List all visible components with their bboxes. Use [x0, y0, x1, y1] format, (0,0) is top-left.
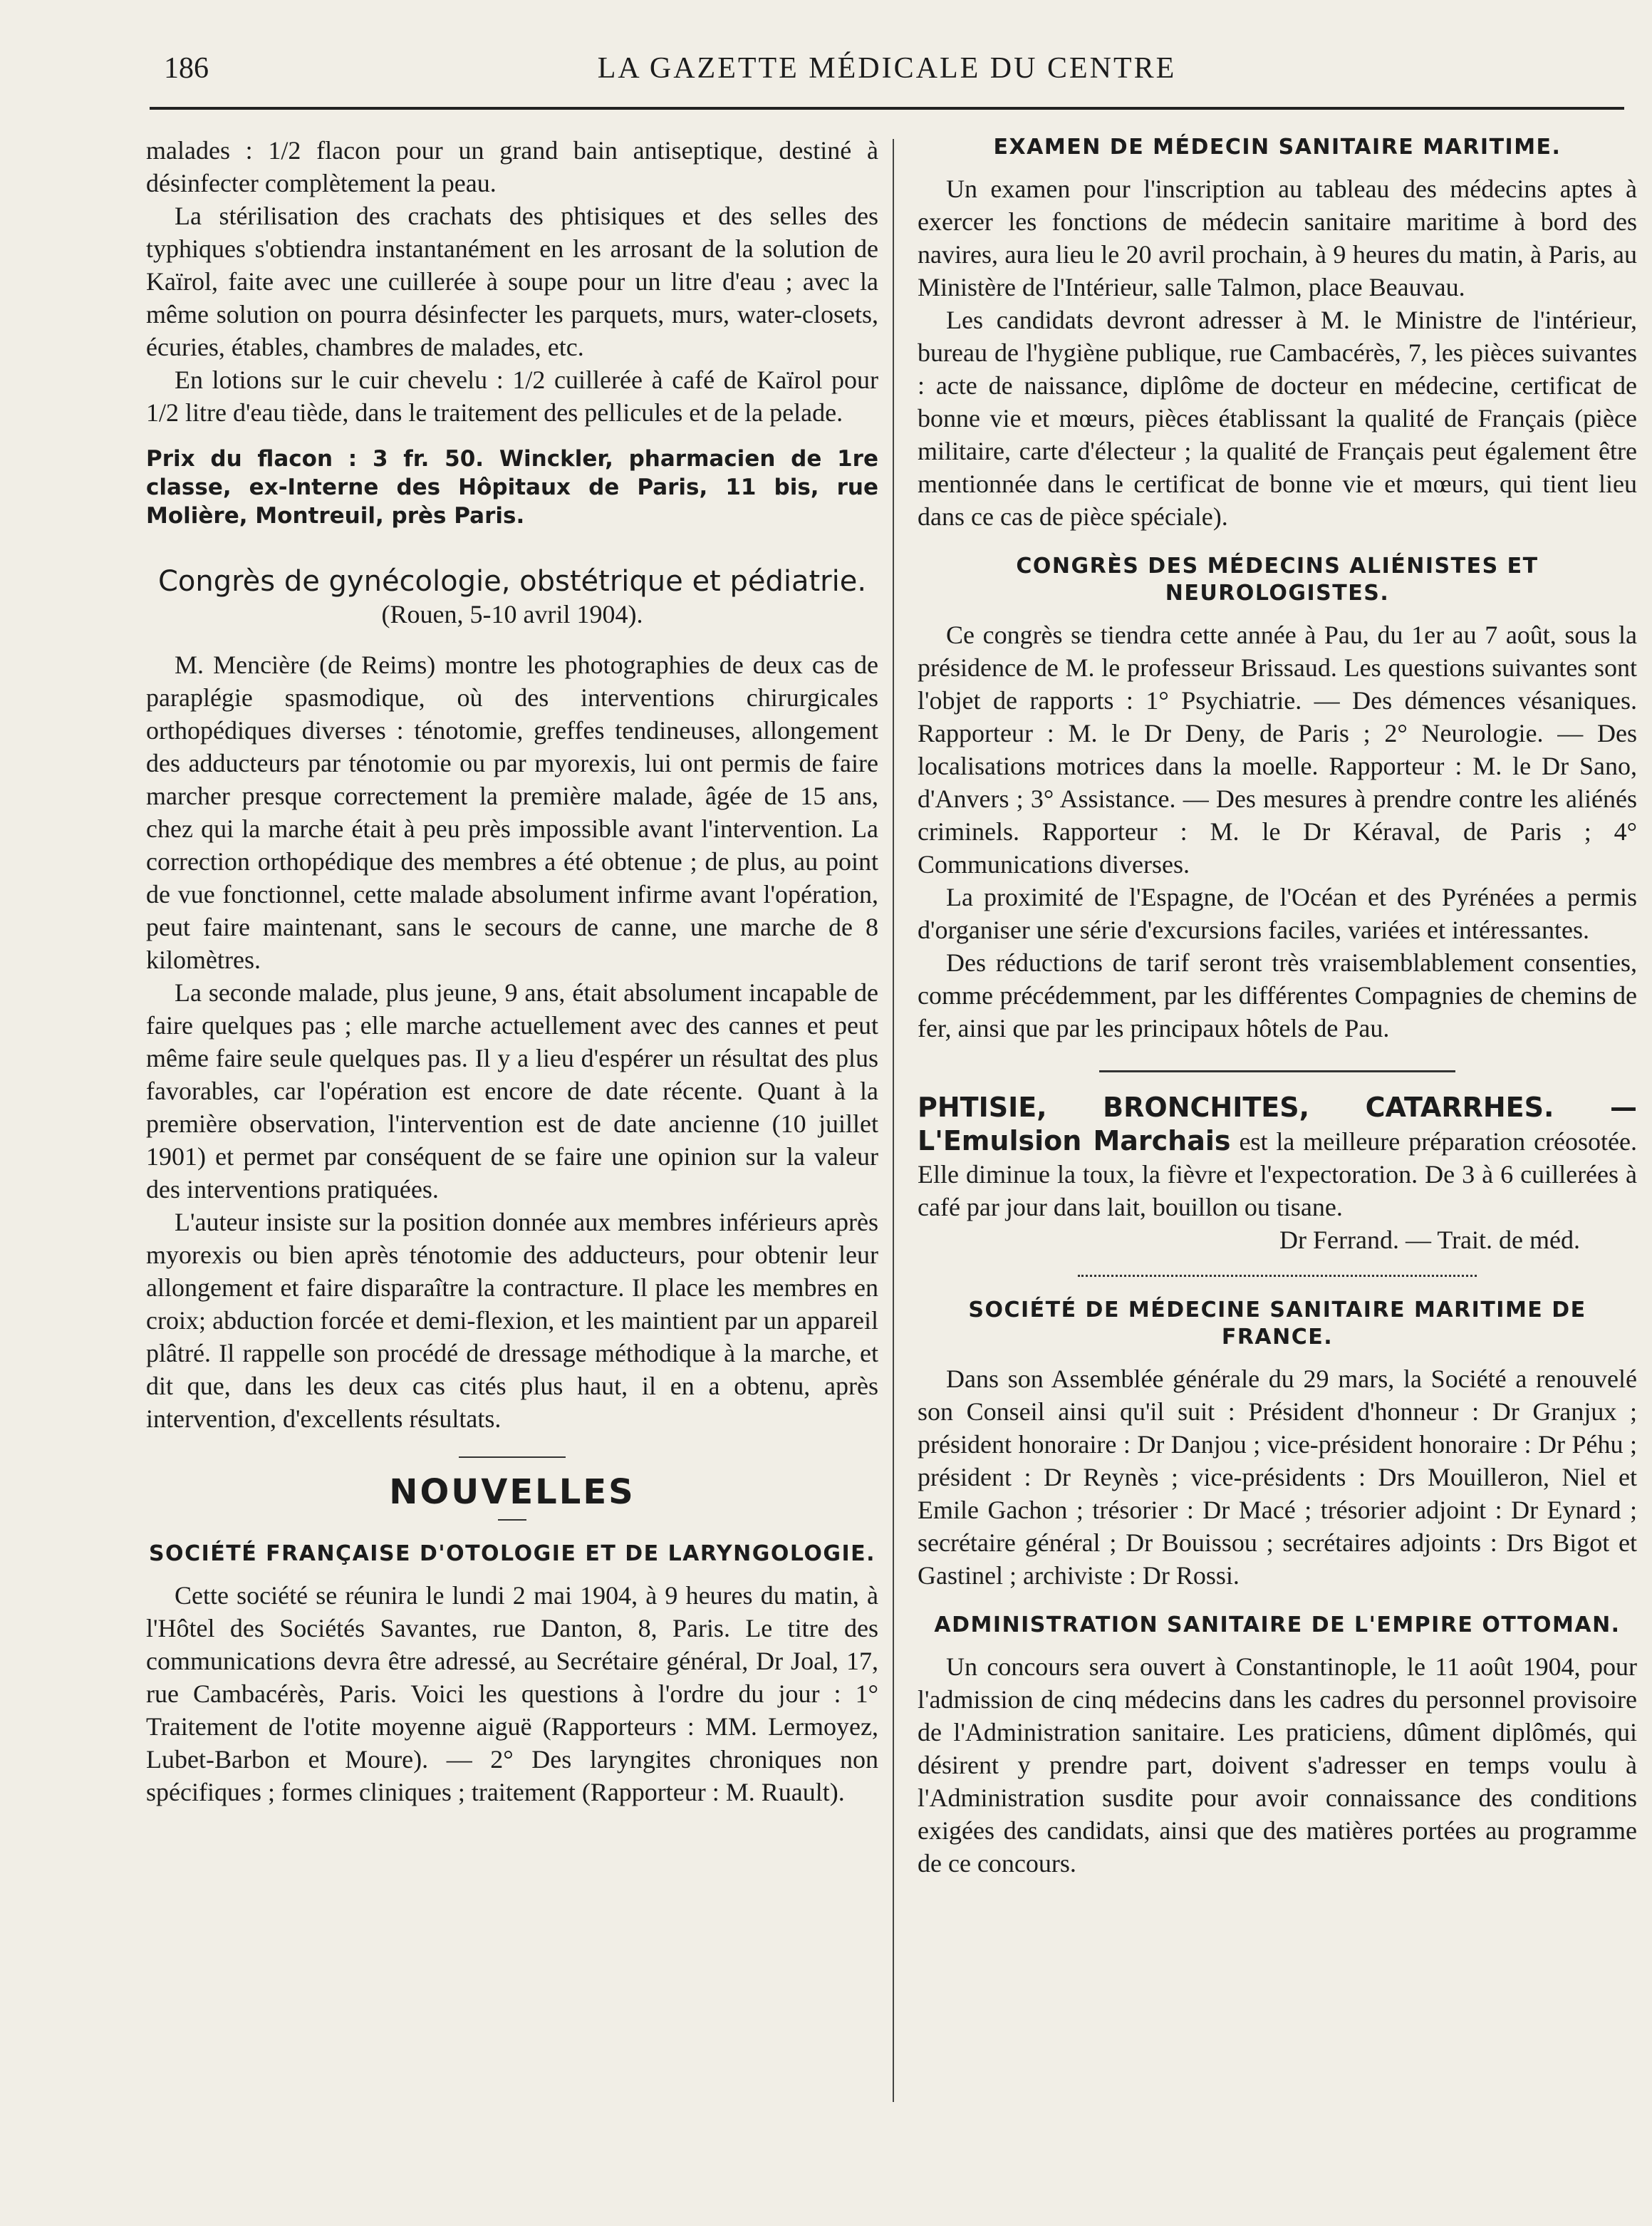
page-header [142, 51, 1631, 94]
otologie-paragraph: Cette société se réunira le lundi 2 mai 1904, à 9 heures du matin, à l'Hôtel des Sociétés Savantes, rue Danton, 8, Paris. Le titre des communications devra être adressé, au Secrétaire général, Dr Joal, 17, rue Cambacérès, Paris. Voici les questions à l'ordre du jour : 1° Traitement de l'otite moyenne aiguë (Rapporteurs : MM. Lermoyez, Lubet-Barbon et Moure). — 2° Des laryngites chroniques non spécifiques ; formes cliniques ; traitement (Rapporteur : M. Ruault). [146, 1581, 878, 1806]
header-rule [150, 107, 1624, 110]
price-notice: Prix du flacon : 3 fr. 50. Winckler, pharmacien de 1re classe, ex-Interne des Hôpitaux de Paris, 11 bis, rue Molière, Montreuil, près Paris. [146, 446, 878, 529]
right-column [918, 134, 1637, 1880]
advertisement [918, 1091, 1637, 1223]
alienistes-paragraph-1: Ce congrès se tiendra cette année à Pau, du 1er au 7 août, sous la présidence de M. le professeur Brissaud. Les questions suivantes sont l'objet de rapports : 1° Psychiatrie. — Des démences vésaniques. Rapporteur : M. le Dr Deny, de Paris ; 2° Neurologie. — Des localisations motrices dans la moelle. Rapporteur : M. le Dr Sano, d'Anvers ; 3° Assistance. — Des mesures à prendre contre les aliénés criminels. Rapporteur : M. le Dr Kéraval, de Paris ; 4° Communications diverses. [918, 621, 1637, 879]
exam-paragraph-2: Les candidats devront adresser à M. le Ministre de l'intérieur, bureau de l'hygiène publique, rue Cambacérès, 7, les pièces suivantes : acte de naissance, diplôme de docteur en médecine, certificat de bonne vie et mœurs, pièces établissant la qualité de Français (pièce militaire, carte d'électeur ; la qualité de Français peut également être mentionnée dans le certificat de bonne vie et mœurs, qui tient lieu dans ce cas de pièce spéciale). [918, 306, 1637, 531]
advertisement-body: est la meilleure préparation créosotée. Elle diminue la toux, la fièvre et l'expectoration. De 3 à 6 cuillerées à café par jour dans lait, bouillon ou tisane. [918, 1127, 1638, 1221]
societe-paragraph: Dans son Assemblée générale du 29 mars, la Société a renouvelé son Conseil ainsi qu'il suit : Président d'honneur : Dr Granjux ; président honoraire : Dr Danjou ; vice-président honoraire : Dr Péhu ; président : Dr Reynès ; vice-présidents : Drs Mouilleron, Niel et Emile Gachon ; trésorier : Dr Macé ; trésorier adjoint : Dr Eynard ; secrétaire général ; Dr Bouissou ; secrétaires adjoints : Drs Bigot et Gastinel ; archiviste : Dr Rossi. [918, 1365, 1637, 1590]
running-title: LA GAZETTE MÉDICALE DU CENTRE [597, 52, 1177, 85]
ottoman-paragraph: Un concours sera ouvert à Constantinople, le 11 août 1904, pour l'admission de cinq médecins dans les cadres du personnel provisoire de l'Administration sanitaire. Les praticiens, dûment diplômés, qui désirent y prendre part, doivent s'adresser en temps voulu à l'Administration susdite pour avoir connaissance des conditions exigées des candidats, ainsi que des matières portées au programme de ce concours. [918, 1652, 1637, 1878]
left-column [146, 134, 878, 1808]
exam-paragraph-1: Un examen pour l'inscription au tableau des médecins aptes à exercer les fonctions de médecin sanitaire maritime à bord des navires, aura lieu le 20 avril prochain, à 9 heures du matin, à Paris, au Ministère de l'Intérieur, salle Talmon, place Beauvau. [918, 175, 1637, 301]
column-divider [893, 139, 894, 2102]
congress-subtitle: (Rouen, 5-10 avril 1904). [381, 600, 643, 628]
congress-paragraph-1: M. Mencière (de Reims) montre les photographies de deux cas de paraplégie spasmodique, où des interventions chirurgicales orthopédiques diverses : ténotomie, greffes tendineuses, allongement des adducteurs par ténotomie ou par myorexis, lui ont permis de faire marcher presque correctement la première malade, âgée de 15 ans, chez qui la marche était à peu près impossible avant l'intervention. La correction orthopédique des membres a été obtenue ; de plus, au point de vue fonctionnel, cette malade absolument infirme avant l'opération, peut faire maintenant, sans le secours de canne, une marche de 8 kilomètres. [146, 651, 878, 974]
otologie-title: SOCIÉTÉ FRANÇAISE D'OTOLOGIE ET DE LARYNGOLOGIE. [148, 1541, 876, 1566]
congress-paragraph-3: L'auteur insiste sur la position donnée aux membres inférieurs après myorexis ou bien après ténotomie des adducteurs, pour obtenir leur allongement et faire disparaître la contracture. Il place les membres en croix; abduction forcée et demi-flexion, et les maintient par un appareil plâtré. Il rappelle son procédé de dressage méthodique à la marche, et dit que, dans les deux cas cités plus haut, il en a obtenu, après intervention, d'excellents résultats. [146, 1208, 878, 1433]
dotted-separator [1078, 1275, 1477, 1277]
congress-title: Congrès de gynécologie, obstétrique et pédiatrie. [157, 565, 867, 598]
ottoman-title: ADMINISTRATION SANITAIRE DE L'EMPIRE OTTOMAN. [934, 1612, 1621, 1637]
societe-title: SOCIÉTÉ DE MÉDECINE SANITAIRE MARITIME DE FRANCE. [968, 1298, 1586, 1350]
congress-paragraph-2: La seconde malade, plus jeune, 9 ans, était absolument incapable de faire quelques pas ; elle marche actuellement avec des cannes et peut même faire seule quelques pas. Il y a lieu d'espérer un résultat des plus favorables, car l'opération est encore de date récente. Quant à la première observation, l'intervention est de date ancienne (10 juillet 1901) et permet par conséquent de se faire une opinion sur la valeur des interventions pratiquées. [146, 978, 878, 1203]
alienistes-paragraph-3: Des réductions de tarif seront très vraisemblablement consenties, comme précédemment, par les différentes Compagnies de chemins de fer, ainsi que par les principaux hôtels de Pau. [918, 948, 1637, 1042]
kairol-paragraph-2: La stérilisation des crachats des phtisiques et des selles des typhiques s'obtiendra instantanément en les arrosant de la solution de Kaïrol, faite avec une cuillerée à soupe pour un litre d'eau ; avec la même solution on pourra désinfecter les parquets, murs, water-closets, écuries, étables, chambres de malades, etc. [146, 202, 878, 361]
section-separator [459, 1456, 566, 1458]
alienistes-title: CONGRÈS DES MÉDECINS ALIÉNISTES ET NEUROLOGISTES. [1016, 554, 1539, 606]
exam-title: EXAMEN DE MÉDECIN SANITAIRE MARITIME. [993, 135, 1562, 160]
kairol-paragraph-3: En lotions sur le cuir chevelu : 1/2 cuillerée à café de Kaïrol pour 1/2 litre d'eau tiède, dans le traitement des pellicules et de la pelade. [146, 366, 878, 427]
nouvelles-heading: NOUVELLES [389, 1472, 635, 1512]
kairol-paragraph-1: malades : 1/2 flacon pour un grand bain antiseptique, destiné à désinfecter complètement la peau. [146, 136, 878, 197]
advertisement-lead: PHTISIE, BRONCHITES, CATARRHES. — L'Emulsion Marchais [918, 1092, 1637, 1156]
alienistes-paragraph-2: La proximité de l'Espagne, de l'Océan et des Pyrénées a permis d'organiser une série d'excursions faciles, variées et intéressantes. [918, 883, 1637, 944]
advertisement-separator [1099, 1070, 1455, 1072]
page-number: 186 [164, 52, 209, 85]
advertisement-signature: Dr Ferrand. — Trait. de méd. [1279, 1226, 1580, 1254]
heading-rule [498, 1519, 526, 1521]
